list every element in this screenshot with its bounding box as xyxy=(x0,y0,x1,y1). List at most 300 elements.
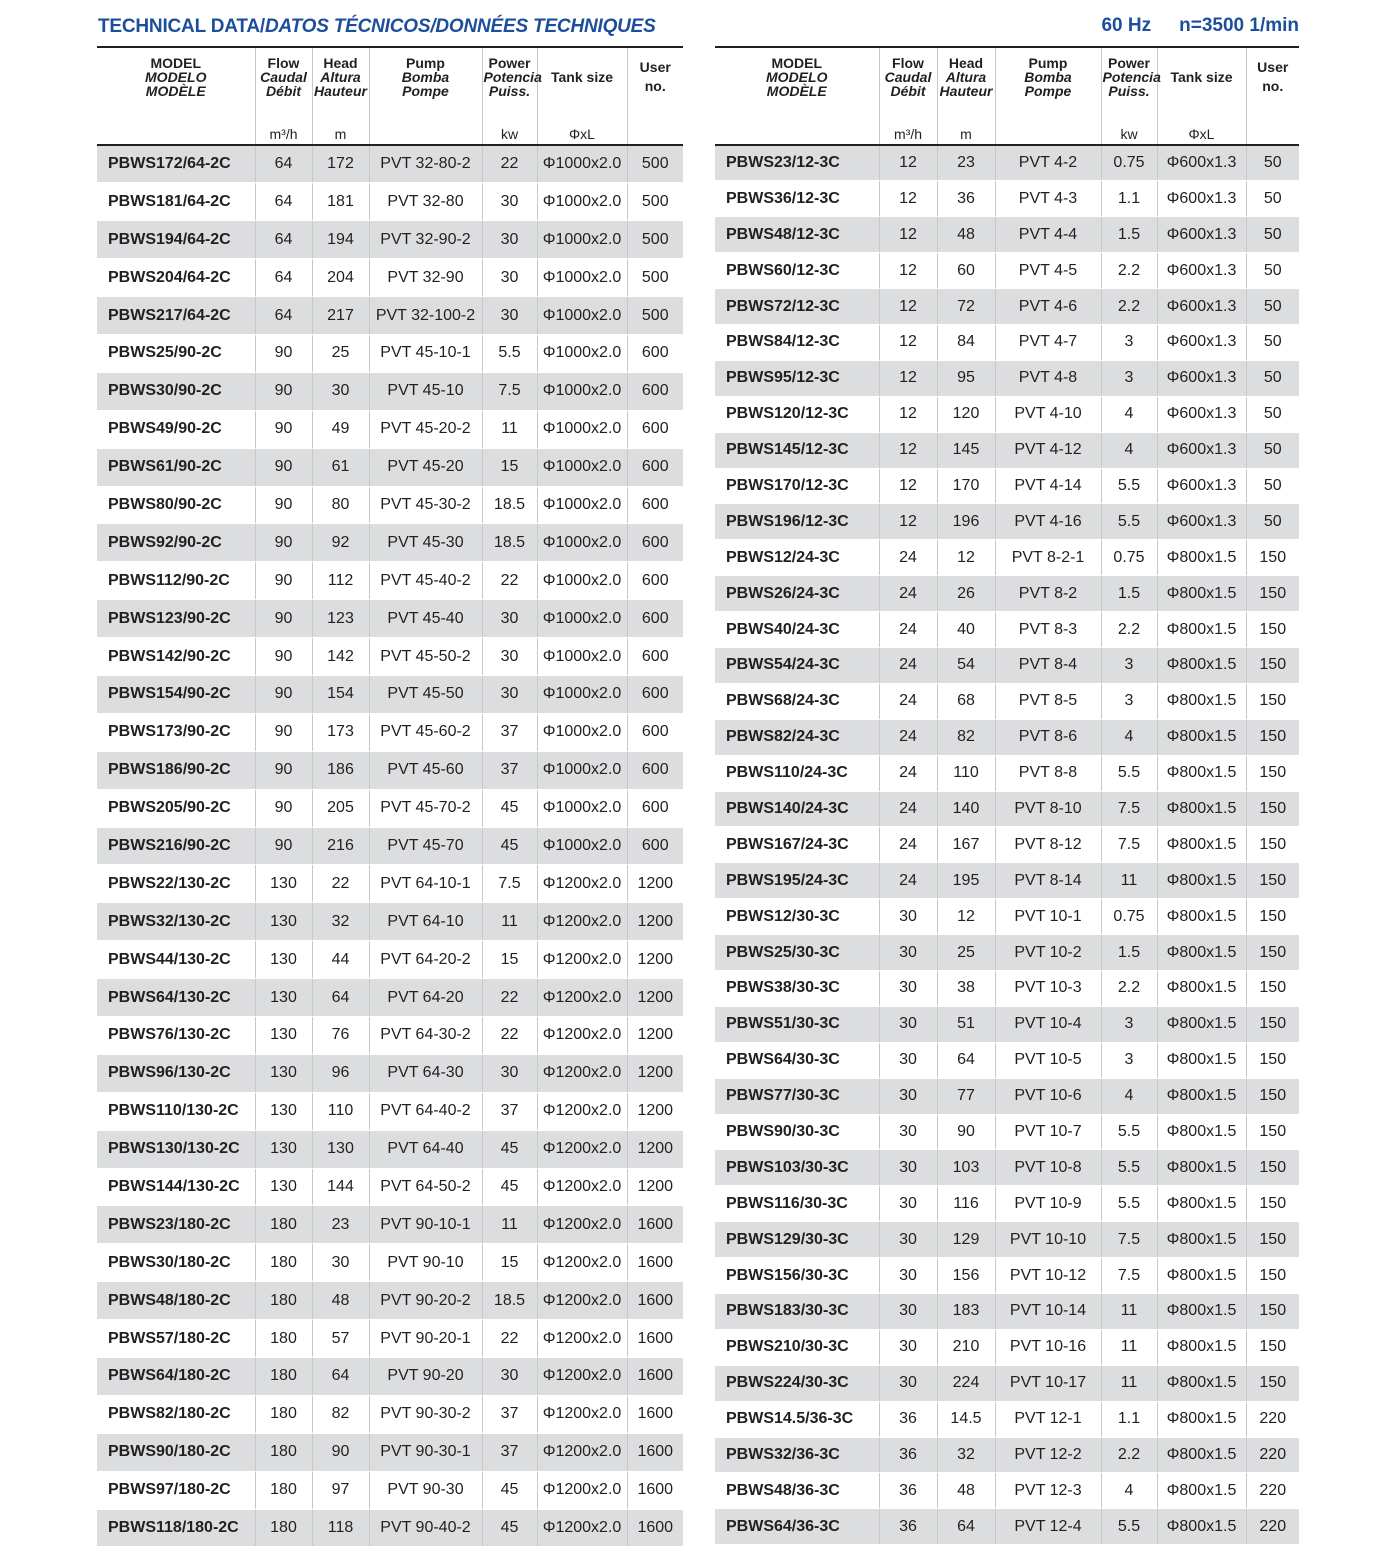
header-user-line2: no. xyxy=(644,78,666,94)
cell-flow: 30 xyxy=(879,1258,937,1294)
header-head-en: Head xyxy=(323,55,358,71)
table-row xyxy=(97,1054,683,1092)
cell-tank-size: Φ600x1.3 xyxy=(1157,432,1246,468)
col-model-header xyxy=(97,47,255,145)
cell-pump: PVT 45-70-2 xyxy=(369,789,482,827)
cell-flow: 12 xyxy=(879,145,937,181)
cell-head: 32 xyxy=(937,1437,995,1473)
cell-head: 120 xyxy=(937,396,995,432)
cell-head: 103 xyxy=(937,1150,995,1186)
cell-head: 25 xyxy=(937,935,995,971)
cell-model: PBWS129/30-3C xyxy=(715,1222,879,1258)
table-row xyxy=(715,289,1299,325)
cell-user-no: 50 xyxy=(1246,324,1299,360)
cell-model: PBWS194/64-2C xyxy=(97,221,255,259)
cell-flow: 130 xyxy=(255,1016,312,1054)
cell-user-no: 150 xyxy=(1246,1006,1299,1042)
page-title xyxy=(98,16,656,38)
cell-power: 22 xyxy=(482,1320,537,1358)
cell-power: 7.5 xyxy=(1101,1258,1157,1294)
cell-head: 32 xyxy=(312,903,369,941)
cell-tank-size: Φ800x1.5 xyxy=(1157,1078,1246,1114)
cell-user-no: 1200 xyxy=(627,1054,683,1092)
cell-flow: 30 xyxy=(879,899,937,935)
cell-pump: PVT 64-30 xyxy=(369,1054,482,1092)
cell-tank-size: Φ800x1.5 xyxy=(1157,1258,1246,1294)
cell-power: 5.5 xyxy=(1101,1150,1157,1186)
cell-pump: PVT 64-40 xyxy=(369,1130,482,1168)
cell-pump: PVT 10-16 xyxy=(995,1329,1101,1365)
header-tank: Tank size xyxy=(551,69,613,85)
cell-power: 18.5 xyxy=(482,1282,537,1320)
title-italic: DATOS TÉCNICOS/DONNÉES TECHNIQUES xyxy=(264,16,656,37)
cell-tank-size: Φ1200x2.0 xyxy=(537,1206,627,1244)
cell-tank-size: Φ800x1.5 xyxy=(1157,1150,1246,1186)
table-row xyxy=(715,863,1299,899)
cell-model: PBWS54/24-3C xyxy=(715,647,879,683)
cell-pump: PVT 12-3 xyxy=(995,1473,1101,1509)
cell-tank-size: Φ1200x2.0 xyxy=(537,1509,627,1547)
cell-model: PBWS57/180-2C xyxy=(97,1320,255,1358)
cell-flow: 90 xyxy=(255,713,312,751)
table-row xyxy=(97,979,683,1017)
cell-power: 3 xyxy=(1101,647,1157,683)
cell-model: PBWS183/30-3C xyxy=(715,1294,879,1330)
cell-flow: 30 xyxy=(879,1150,937,1186)
cell-user-no: 50 xyxy=(1246,145,1299,181)
cell-power: 2.2 xyxy=(1101,612,1157,648)
cell-pump: PVT 4-2 xyxy=(995,145,1101,181)
cell-user-no: 500 xyxy=(627,145,683,183)
cell-tank-size: Φ1200x2.0 xyxy=(537,979,627,1017)
table-row xyxy=(97,562,683,600)
cell-flow: 24 xyxy=(879,612,937,648)
cell-flow: 90 xyxy=(255,789,312,827)
table-row xyxy=(715,1437,1299,1473)
header-model-fr: MODÈLE xyxy=(766,83,827,99)
cell-user-no: 500 xyxy=(627,259,683,297)
cell-model: PBWS77/30-3C xyxy=(715,1078,879,1114)
cell-flow: 90 xyxy=(255,751,312,789)
cell-model: PBWS64/180-2C xyxy=(97,1358,255,1396)
cell-user-no: 150 xyxy=(1246,540,1299,576)
table-row xyxy=(715,1006,1299,1042)
cell-tank-size: Φ1000x2.0 xyxy=(537,334,627,372)
cell-pump: PVT 32-90 xyxy=(369,259,482,297)
table-row xyxy=(97,1130,683,1168)
cell-flow: 30 xyxy=(879,1222,937,1258)
cell-pump: PVT 4-12 xyxy=(995,432,1101,468)
cell-user-no: 150 xyxy=(1246,647,1299,683)
table-row xyxy=(715,360,1299,396)
cell-tank-size: Φ1200x2.0 xyxy=(537,1358,627,1396)
cell-pump: PVT 45-60 xyxy=(369,751,482,789)
cell-model: PBWS112/90-2C xyxy=(97,562,255,600)
cell-flow: 90 xyxy=(255,638,312,676)
cell-pump: PVT 45-40-2 xyxy=(369,562,482,600)
cell-user-no: 150 xyxy=(1246,935,1299,971)
table-row xyxy=(715,935,1299,971)
cell-tank-size: Φ1000x2.0 xyxy=(537,372,627,410)
cell-head: 172 xyxy=(312,145,369,183)
cell-flow: 90 xyxy=(255,600,312,638)
cell-head: 110 xyxy=(312,1092,369,1130)
cell-power: 7.5 xyxy=(1101,1222,1157,1258)
cell-flow: 24 xyxy=(879,576,937,612)
cell-pump: PVT 10-6 xyxy=(995,1078,1101,1114)
cell-tank-size: Φ800x1.5 xyxy=(1157,970,1246,1006)
cell-head: 64 xyxy=(312,1358,369,1396)
cell-pump: PVT 8-2 xyxy=(995,576,1101,612)
cell-head: 186 xyxy=(312,751,369,789)
cell-head: 36 xyxy=(937,181,995,217)
cell-pump: PVT 10-7 xyxy=(995,1114,1101,1150)
cell-flow: 180 xyxy=(255,1206,312,1244)
cell-flow: 12 xyxy=(879,324,937,360)
cell-head: 97 xyxy=(312,1471,369,1509)
cell-head: 205 xyxy=(312,789,369,827)
cell-power: 7.5 xyxy=(482,865,537,903)
cell-model: PBWS84/12-3C xyxy=(715,324,879,360)
cell-power: 30 xyxy=(482,221,537,259)
cell-head: 25 xyxy=(312,334,369,372)
table-row xyxy=(97,713,683,751)
cell-tank-size: Φ1000x2.0 xyxy=(537,221,627,259)
cell-user-no: 50 xyxy=(1246,360,1299,396)
cell-user-no: 600 xyxy=(627,486,683,524)
cell-pump: PVT 45-10-1 xyxy=(369,334,482,372)
cell-pump: PVT 32-90-2 xyxy=(369,221,482,259)
cell-tank-size: Φ600x1.3 xyxy=(1157,468,1246,504)
cell-power: 15 xyxy=(482,448,537,486)
cell-pump: PVT 45-50 xyxy=(369,675,482,713)
cell-flow: 90 xyxy=(255,410,312,448)
cell-power: 7.5 xyxy=(1101,827,1157,863)
cell-pump: PVT 8-14 xyxy=(995,863,1101,899)
cell-user-no: 50 xyxy=(1246,217,1299,253)
cell-power: 30 xyxy=(482,1054,537,1092)
table-row xyxy=(715,396,1299,432)
header-head-fr: Hauteur xyxy=(314,83,367,99)
table-row xyxy=(715,1222,1299,1258)
cell-model: PBWS76/130-2C xyxy=(97,1016,255,1054)
cell-tank-size: Φ800x1.5 xyxy=(1157,755,1246,791)
header-user-line1: User xyxy=(639,59,671,75)
cell-tank-size: Φ1200x2.0 xyxy=(537,1130,627,1168)
cell-tank-size: Φ1000x2.0 xyxy=(537,183,627,221)
col-tank-header xyxy=(537,47,627,145)
cell-power: 3 xyxy=(1101,1042,1157,1078)
cell-head: 72 xyxy=(937,289,995,325)
cell-tank-size: Φ600x1.3 xyxy=(1157,253,1246,289)
cell-tank-size: Φ800x1.5 xyxy=(1157,1294,1246,1330)
header-power-en: Power xyxy=(488,55,531,71)
cell-pump: PVT 90-30-1 xyxy=(369,1433,482,1471)
cell-user-no: 1600 xyxy=(627,1206,683,1244)
cell-model: PBWS142/90-2C xyxy=(97,638,255,676)
cell-power: 5.5 xyxy=(1101,468,1157,504)
cell-flow: 24 xyxy=(879,791,937,827)
cell-head: 84 xyxy=(937,324,995,360)
cell-head: 194 xyxy=(312,221,369,259)
table-row xyxy=(715,217,1299,253)
cell-model: PBWS25/90-2C xyxy=(97,334,255,372)
table-row xyxy=(715,1473,1299,1509)
col-power-header xyxy=(482,47,542,145)
cell-head: 90 xyxy=(312,1433,369,1471)
cell-head: 183 xyxy=(937,1294,995,1330)
cell-model: PBWS72/12-3C xyxy=(715,289,879,325)
header-pump-en: Pump xyxy=(406,55,445,71)
cell-pump: PVT 10-4 xyxy=(995,1006,1101,1042)
cell-pump: PVT 90-10-1 xyxy=(369,1206,482,1244)
cell-tank-size: Φ800x1.5 xyxy=(1157,1329,1246,1365)
cell-power: 18.5 xyxy=(482,524,537,562)
table-row xyxy=(97,448,683,486)
cell-power: 37 xyxy=(482,751,537,789)
cell-pump: PVT 64-50-2 xyxy=(369,1168,482,1206)
cell-pump: PVT 4-8 xyxy=(995,360,1101,396)
cell-head: 145 xyxy=(937,432,995,468)
cell-user-no: 150 xyxy=(1246,1365,1299,1401)
cell-power: 45 xyxy=(482,1168,537,1206)
cell-flow: 180 xyxy=(255,1509,312,1547)
header-power-es: Potencia xyxy=(1102,69,1161,85)
cell-tank-size: Φ1200x2.0 xyxy=(537,1092,627,1130)
cell-tank-size: Φ1200x2.0 xyxy=(537,1395,627,1433)
cell-model: PBWS51/30-3C xyxy=(715,1006,879,1042)
cell-pump: PVT 10-8 xyxy=(995,1150,1101,1186)
cell-user-no: 1600 xyxy=(627,1320,683,1358)
cell-pump: PVT 10-10 xyxy=(995,1222,1101,1258)
cell-model: PBWS224/30-3C xyxy=(715,1365,879,1401)
cell-power: 45 xyxy=(482,1509,537,1547)
cell-model: PBWS40/24-3C xyxy=(715,612,879,648)
cell-head: 90 xyxy=(937,1114,995,1150)
cell-tank-size: Φ800x1.5 xyxy=(1157,1006,1246,1042)
cell-tank-size: Φ1200x2.0 xyxy=(537,1016,627,1054)
cell-power: 1.5 xyxy=(1101,217,1157,253)
cell-user-no: 150 xyxy=(1246,1329,1299,1365)
cell-user-no: 150 xyxy=(1246,899,1299,935)
cell-pump: PVT 10-3 xyxy=(995,970,1101,1006)
cell-power: 1.1 xyxy=(1101,181,1157,217)
cell-user-no: 1200 xyxy=(627,1130,683,1168)
cell-pump: PVT 64-20 xyxy=(369,979,482,1017)
table-row xyxy=(97,1395,683,1433)
cell-flow: 30 xyxy=(879,1329,937,1365)
cell-flow: 24 xyxy=(879,683,937,719)
cell-power: 45 xyxy=(482,1471,537,1509)
col-pump-header xyxy=(995,47,1101,145)
cell-power: 0.75 xyxy=(1101,899,1157,935)
cell-power: 5.5 xyxy=(1101,504,1157,540)
cell-pump: PVT 12-2 xyxy=(995,1437,1101,1473)
cell-user-no: 150 xyxy=(1246,755,1299,791)
table-header-row xyxy=(715,47,1299,145)
cell-model: PBWS60/12-3C xyxy=(715,253,879,289)
cell-user-no: 150 xyxy=(1246,863,1299,899)
cell-power: 30 xyxy=(482,638,537,676)
cell-pump: PVT 4-4 xyxy=(995,217,1101,253)
cell-tank-size: Φ1200x2.0 xyxy=(537,903,627,941)
table-row xyxy=(715,1329,1299,1365)
cell-head: 195 xyxy=(937,863,995,899)
cell-model: PBWS82/24-3C xyxy=(715,719,879,755)
table-row xyxy=(97,1282,683,1320)
cell-pump: PVT 4-16 xyxy=(995,504,1101,540)
cell-tank-size: Φ800x1.5 xyxy=(1157,540,1246,576)
cell-power: 3 xyxy=(1101,324,1157,360)
cell-user-no: 150 xyxy=(1246,1222,1299,1258)
cell-user-no: 150 xyxy=(1246,791,1299,827)
cell-tank-size: Φ600x1.3 xyxy=(1157,324,1246,360)
cell-power: 22 xyxy=(482,145,537,183)
cell-tank-size: Φ1000x2.0 xyxy=(537,789,627,827)
cell-pump: PVT 10-1 xyxy=(995,899,1101,935)
cell-tank-size: Φ800x1.5 xyxy=(1157,899,1246,935)
col-tank-header xyxy=(1157,47,1246,145)
col-head-header xyxy=(312,47,369,145)
cell-pump: PVT 8-10 xyxy=(995,791,1101,827)
cell-head: 30 xyxy=(312,372,369,410)
cell-user-no: 150 xyxy=(1246,1078,1299,1114)
cell-model: PBWS172/64-2C xyxy=(97,145,255,183)
cell-head: 140 xyxy=(937,791,995,827)
cell-power: 11 xyxy=(1101,863,1157,899)
cell-tank-size: Φ1200x2.0 xyxy=(537,1433,627,1471)
cell-user-no: 220 xyxy=(1246,1401,1299,1437)
header-flow-en: Flow xyxy=(267,55,300,71)
cell-model: PBWS173/90-2C xyxy=(97,713,255,751)
cell-pump: PVT 8-5 xyxy=(995,683,1101,719)
cell-user-no: 1200 xyxy=(627,903,683,941)
cell-power: 30 xyxy=(482,183,537,221)
cell-model: PBWS80/90-2C xyxy=(97,486,255,524)
cell-power: 30 xyxy=(482,600,537,638)
table-row xyxy=(97,903,683,941)
cell-head: 77 xyxy=(937,1078,995,1114)
cell-user-no: 150 xyxy=(1246,1150,1299,1186)
table-body-left xyxy=(97,145,683,1547)
cell-pump: PVT 90-30 xyxy=(369,1471,482,1509)
cell-power: 15 xyxy=(482,941,537,979)
cell-flow: 12 xyxy=(879,253,937,289)
cell-power: 11 xyxy=(1101,1294,1157,1330)
cell-model: PBWS118/180-2C xyxy=(97,1509,255,1547)
col-power-header xyxy=(1101,47,1161,145)
cell-tank-size: Φ1000x2.0 xyxy=(537,713,627,751)
table-row xyxy=(97,751,683,789)
cell-user-no: 600 xyxy=(627,524,683,562)
cell-flow: 30 xyxy=(879,1294,937,1330)
header-model-en: MODEL xyxy=(771,55,823,71)
cell-pump: PVT 4-14 xyxy=(995,468,1101,504)
cell-tank-size: Φ600x1.3 xyxy=(1157,217,1246,253)
table-row xyxy=(97,1016,683,1054)
header-head-es: Altura xyxy=(320,69,361,85)
cell-model: PBWS204/64-2C xyxy=(97,259,255,297)
cell-power: 4 xyxy=(1101,396,1157,432)
table-row xyxy=(715,755,1299,791)
cell-user-no: 220 xyxy=(1246,1437,1299,1473)
cell-flow: 130 xyxy=(255,903,312,941)
cell-head: 144 xyxy=(312,1168,369,1206)
cell-power: 22 xyxy=(482,979,537,1017)
cell-head: 57 xyxy=(312,1320,369,1358)
cell-head: 173 xyxy=(312,713,369,751)
header-power-es: Potencia xyxy=(483,69,542,85)
cell-tank-size: Φ1000x2.0 xyxy=(537,145,627,183)
cell-user-no: 600 xyxy=(627,562,683,600)
table-header-row xyxy=(97,47,683,145)
cell-model: PBWS30/90-2C xyxy=(97,372,255,410)
cell-user-no: 50 xyxy=(1246,181,1299,217)
operating-conditions xyxy=(1073,15,1299,37)
cell-user-no: 600 xyxy=(627,600,683,638)
cell-user-no: 50 xyxy=(1246,253,1299,289)
cell-flow: 64 xyxy=(255,145,312,183)
table-row xyxy=(715,181,1299,217)
cell-head: 26 xyxy=(937,576,995,612)
cell-model: PBWS170/12-3C xyxy=(715,468,879,504)
cell-pump: PVT 10-2 xyxy=(995,935,1101,971)
header-pump-es: Bomba xyxy=(1024,69,1072,85)
cell-tank-size: Φ1200x2.0 xyxy=(537,1168,627,1206)
cell-pump: PVT 45-50-2 xyxy=(369,638,482,676)
cell-user-no: 600 xyxy=(627,713,683,751)
cell-model: PBWS30/180-2C xyxy=(97,1244,255,1282)
cell-user-no: 600 xyxy=(627,410,683,448)
table-row xyxy=(715,324,1299,360)
cell-pump: PVT 8-3 xyxy=(995,612,1101,648)
cell-power: 5.5 xyxy=(1101,755,1157,791)
cell-model: PBWS103/30-3C xyxy=(715,1150,879,1186)
table-row xyxy=(715,1186,1299,1222)
cell-pump: PVT 8-8 xyxy=(995,755,1101,791)
cell-flow: 12 xyxy=(879,289,937,325)
table-row xyxy=(715,1114,1299,1150)
cell-tank-size: Φ800x1.5 xyxy=(1157,1042,1246,1078)
header-head-fr: Hauteur xyxy=(939,83,993,99)
cell-tank-size: Φ800x1.5 xyxy=(1157,1114,1246,1150)
cell-pump: PVT 64-10 xyxy=(369,903,482,941)
header-model-es: MODELO xyxy=(145,69,207,85)
header-pump-fr: Pompe xyxy=(1024,83,1072,99)
cell-user-no: 500 xyxy=(627,297,683,335)
cell-user-no: 150 xyxy=(1246,1042,1299,1078)
cell-model: PBWS210/30-3C xyxy=(715,1329,879,1365)
cell-tank-size: Φ1000x2.0 xyxy=(537,600,627,638)
header-flow-unit: m³/h xyxy=(269,126,298,142)
cell-model: PBWS48/180-2C xyxy=(97,1282,255,1320)
cell-user-no: 50 xyxy=(1246,432,1299,468)
table-row xyxy=(715,647,1299,683)
cell-head: 129 xyxy=(937,1222,995,1258)
header-user-line2: no. xyxy=(1262,78,1284,94)
cell-model: PBWS32/130-2C xyxy=(97,903,255,941)
cell-tank-size: Φ800x1.5 xyxy=(1157,827,1246,863)
cell-power: 15 xyxy=(482,1244,537,1282)
header-pump-en: Pump xyxy=(1028,55,1068,71)
cell-flow: 36 xyxy=(879,1401,937,1437)
header-power-fr: Puiss. xyxy=(1108,83,1150,99)
table-row xyxy=(715,1401,1299,1437)
cell-head: 48 xyxy=(937,217,995,253)
table-row xyxy=(715,1258,1299,1294)
table-row xyxy=(97,410,683,448)
cell-pump: PVT 4-5 xyxy=(995,253,1101,289)
